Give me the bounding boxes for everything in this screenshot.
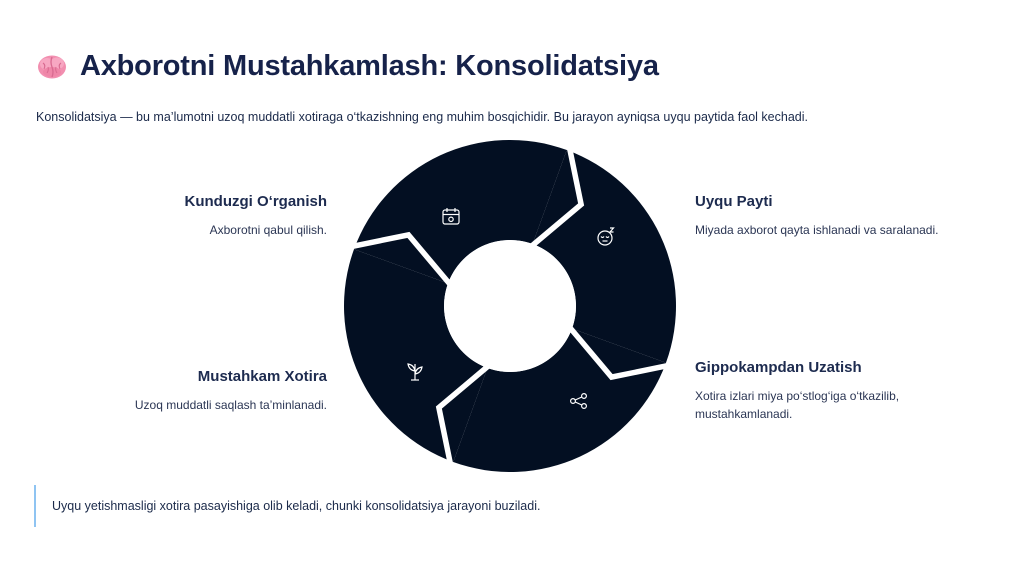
step-title: Mustahkam Xotira bbox=[197, 368, 327, 385]
title-row bbox=[36, 50, 659, 83]
step-mustahkam-xotira bbox=[27, 368, 327, 414]
step-title: Uyqu Payti bbox=[695, 193, 773, 210]
step-gippokampdan-uzatish bbox=[695, 359, 985, 423]
step-title: Gippokampdan Uzatish bbox=[695, 359, 862, 376]
step-title: Kunduzgi O‘rganish bbox=[184, 193, 327, 210]
step-text: Miyada axborot qayta ishlanadi va saralanadi. bbox=[695, 223, 939, 237]
callout-note bbox=[34, 485, 540, 527]
callout-text: Uyqu yetishmasligi xotira pasayishiga olib keladi, chunki konsolidatsiya jarayoni buziladi. bbox=[52, 499, 541, 513]
step-text: Axborotni qabul qilish. bbox=[209, 223, 327, 237]
step-text: Uzoq muddatli saqlash ta’minlanadi. bbox=[134, 398, 327, 412]
brain-icon bbox=[36, 51, 68, 83]
page-title: Axborotni Mustahkamlash: Konsolidatsiya bbox=[80, 50, 659, 82]
center-hole bbox=[444, 240, 576, 372]
step-kunduzgi-organish bbox=[27, 193, 327, 239]
step-uyqu-payti bbox=[695, 193, 985, 239]
cycle-diagram bbox=[340, 136, 680, 476]
intro-text: Konsolidatsiya — bu ma’lumotni uzoq muddatli xotiraga o‘tkazishning eng muhim bosqichidir. Bu jarayon ayniqsa uyqu paytida faol kechadi. bbox=[36, 110, 808, 124]
step-text: Xotira izlari miya po‘stlog‘iga o‘tkazilib, mustahkamlanadi. bbox=[695, 389, 900, 421]
